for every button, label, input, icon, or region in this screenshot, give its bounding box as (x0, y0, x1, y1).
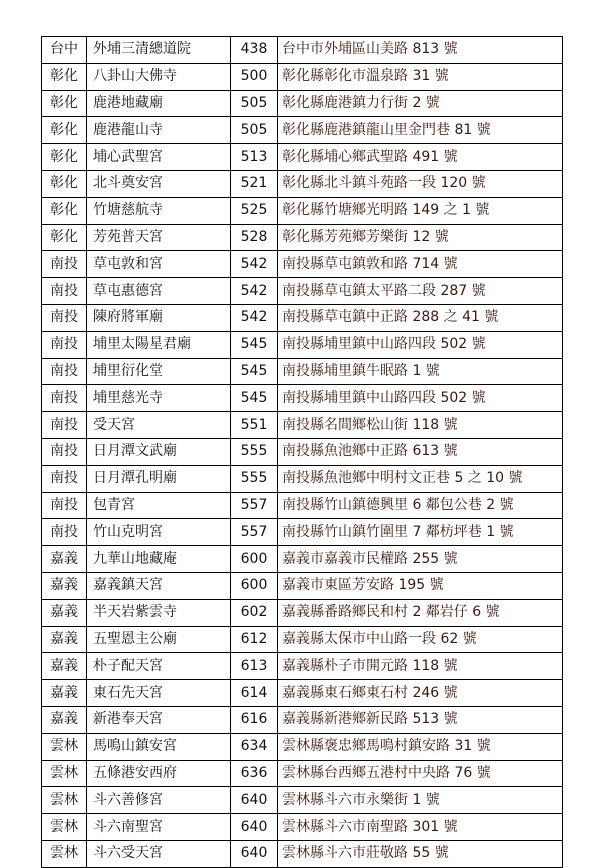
table-row (42, 144, 563, 171)
address-cell: 南投縣埔里鎮中山路四段 502 號 (278, 385, 563, 412)
address-cell: 南投縣埔里鎮牛眠路 1 號 (278, 358, 563, 385)
address-cell: 雲林縣斗六市永樂街 1 號 (278, 787, 563, 814)
address-cell: 嘉義縣東石鄉東石村 246 號 (278, 680, 563, 707)
region-cell: 彰化 (42, 170, 87, 197)
region-cell: 南投 (42, 278, 87, 305)
postal-code-cell: 636 (231, 760, 278, 787)
temple-name-cell: 新港奉天宮 (87, 706, 231, 733)
region-cell: 南投 (42, 492, 87, 519)
table-row (42, 546, 563, 573)
region-cell: 南投 (42, 385, 87, 412)
address-cell: 彰化縣彰化市溫泉路 31 號 (278, 63, 563, 90)
table-row (42, 760, 563, 787)
table-body (42, 37, 563, 868)
table-row (42, 787, 563, 814)
temple-name-cell: 半天岩紫雲寺 (87, 599, 231, 626)
address-cell: 嘉義縣番路鄉民和村 2 鄰岩仔 6 號 (278, 599, 563, 626)
table-row (42, 492, 563, 519)
temple-address-table (41, 36, 563, 868)
temple-name-cell: 草屯敦和宮 (87, 251, 231, 278)
region-cell: 南投 (42, 331, 87, 358)
table-row (42, 519, 563, 546)
address-cell: 雲林縣斗六市南聖路 301 號 (278, 814, 563, 841)
table-row (42, 37, 563, 64)
table-row (42, 626, 563, 653)
postal-code-cell: 528 (231, 224, 278, 251)
postal-code-cell: 505 (231, 90, 278, 117)
region-cell: 南投 (42, 412, 87, 439)
address-cell: 南投縣埔里鎮中山路四段 502 號 (278, 331, 563, 358)
postal-code-cell: 521 (231, 170, 278, 197)
region-cell: 彰化 (42, 117, 87, 144)
postal-code-cell: 557 (231, 492, 278, 519)
temple-name-cell: 受天宮 (87, 412, 231, 439)
address-cell: 南投縣竹山鎮竹圍里 7 鄰枋坪巷 1 號 (278, 519, 563, 546)
address-cell: 嘉義市嘉義市民權路 255 號 (278, 546, 563, 573)
postal-code-cell: 634 (231, 733, 278, 760)
table-row (42, 278, 563, 305)
table-row (42, 465, 563, 492)
postal-code-cell: 545 (231, 331, 278, 358)
region-cell: 南投 (42, 519, 87, 546)
postal-code-cell: 640 (231, 840, 278, 867)
region-cell: 南投 (42, 465, 87, 492)
table-row (42, 331, 563, 358)
temple-name-cell: 馬鳴山鎮安宮 (87, 733, 231, 760)
table-row (42, 438, 563, 465)
region-cell: 彰化 (42, 144, 87, 171)
region-cell: 彰化 (42, 63, 87, 90)
region-cell: 雲林 (42, 733, 87, 760)
region-cell: 雲林 (42, 814, 87, 841)
address-cell: 彰化縣竹塘鄉光明路 149 之 1 號 (278, 197, 563, 224)
temple-name-cell: 斗六南聖宮 (87, 814, 231, 841)
table-row (42, 170, 563, 197)
postal-code-cell: 600 (231, 546, 278, 573)
region-cell: 彰化 (42, 90, 87, 117)
table-row (42, 117, 563, 144)
address-cell: 彰化縣芳苑鄉芳樂街 12 號 (278, 224, 563, 251)
address-cell: 嘉義縣新港鄉新民路 513 號 (278, 706, 563, 733)
temple-name-cell: 嘉義鎮天宮 (87, 572, 231, 599)
postal-code-cell: 545 (231, 358, 278, 385)
postal-code-cell: 616 (231, 706, 278, 733)
postal-code-cell: 614 (231, 680, 278, 707)
temple-name-cell: 外埔三清總道院 (87, 37, 231, 64)
postal-code-cell: 600 (231, 572, 278, 599)
address-cell: 彰化縣鹿港鎮龍山里金門巷 81 號 (278, 117, 563, 144)
postal-code-cell: 640 (231, 814, 278, 841)
table-row (42, 224, 563, 251)
region-cell: 南投 (42, 251, 87, 278)
address-cell: 彰化縣北斗鎮斗苑路一段 120 號 (278, 170, 563, 197)
postal-code-cell: 542 (231, 278, 278, 305)
address-cell: 嘉義縣朴子市開元路 118 號 (278, 653, 563, 680)
temple-name-cell: 九華山地藏庵 (87, 546, 231, 573)
temple-name-cell: 埔里慈光寺 (87, 385, 231, 412)
temple-name-cell: 朴子配天宮 (87, 653, 231, 680)
temple-name-cell: 埔里衍化堂 (87, 358, 231, 385)
address-cell: 台中市外埔區山美路 813 號 (278, 37, 563, 64)
table-row (42, 304, 563, 331)
address-cell: 嘉義市東區芳安路 195 號 (278, 572, 563, 599)
table-row (42, 251, 563, 278)
temple-name-cell: 日月潭文武廟 (87, 438, 231, 465)
temple-name-cell: 鹿港地藏廟 (87, 90, 231, 117)
address-cell: 雲林縣褒忠鄉馬鳴村鎮安路 31 號 (278, 733, 563, 760)
table-row (42, 90, 563, 117)
region-cell: 嘉義 (42, 626, 87, 653)
table-row (42, 63, 563, 90)
region-cell: 嘉義 (42, 572, 87, 599)
postal-code-cell: 513 (231, 144, 278, 171)
postal-code-cell: 551 (231, 412, 278, 439)
region-cell: 嘉義 (42, 680, 87, 707)
postal-code-cell: 612 (231, 626, 278, 653)
postal-code-cell: 505 (231, 117, 278, 144)
temple-name-cell: 斗六受天宮 (87, 840, 231, 867)
address-cell: 南投縣魚池鄉中明村文正巷 5 之 10 號 (278, 465, 563, 492)
address-cell: 南投縣草屯鎮太平路二段 287 號 (278, 278, 563, 305)
temple-name-cell: 五聖恩主公廟 (87, 626, 231, 653)
region-cell: 台中 (42, 37, 87, 64)
temple-name-cell: 斗六善修宮 (87, 787, 231, 814)
table-row (42, 840, 563, 867)
address-cell: 彰化縣埔心鄉武聖路 491 號 (278, 144, 563, 171)
table-row (42, 197, 563, 224)
temple-name-cell: 五條港安西府 (87, 760, 231, 787)
postal-code-cell: 555 (231, 438, 278, 465)
region-cell: 南投 (42, 358, 87, 385)
region-cell: 彰化 (42, 224, 87, 251)
region-cell: 雲林 (42, 787, 87, 814)
table-row (42, 653, 563, 680)
temple-name-cell: 鹿港龍山寺 (87, 117, 231, 144)
postal-code-cell: 438 (231, 37, 278, 64)
temple-name-cell: 埔心武聖宮 (87, 144, 231, 171)
address-cell: 南投縣竹山鎮德興里 6 鄰包公巷 2 號 (278, 492, 563, 519)
region-cell: 嘉義 (42, 653, 87, 680)
address-cell: 雲林縣斗六市莊敬路 55 號 (278, 840, 563, 867)
postal-code-cell: 557 (231, 519, 278, 546)
temple-name-cell: 陳府將軍廟 (87, 304, 231, 331)
region-cell: 嘉義 (42, 706, 87, 733)
table-row (42, 572, 563, 599)
table-row (42, 412, 563, 439)
region-cell: 雲林 (42, 840, 87, 867)
region-cell: 雲林 (42, 760, 87, 787)
temple-name-cell: 竹山克明宮 (87, 519, 231, 546)
temple-name-cell: 芳苑普天宮 (87, 224, 231, 251)
address-cell: 嘉義縣太保市中山路一段 62 號 (278, 626, 563, 653)
region-cell: 南投 (42, 438, 87, 465)
postal-code-cell: 500 (231, 63, 278, 90)
region-cell: 嘉義 (42, 599, 87, 626)
region-cell: 彰化 (42, 197, 87, 224)
table-row (42, 680, 563, 707)
temple-name-cell: 八卦山大佛寺 (87, 63, 231, 90)
address-cell: 南投縣草屯鎮中正路 288 之 41 號 (278, 304, 563, 331)
postal-code-cell: 602 (231, 599, 278, 626)
temple-name-cell: 日月潭孔明廟 (87, 465, 231, 492)
postal-code-cell: 542 (231, 304, 278, 331)
temple-name-cell: 東石先天宮 (87, 680, 231, 707)
address-cell: 彰化縣鹿港鎮力行街 2 號 (278, 90, 563, 117)
table-row (42, 814, 563, 841)
table-row (42, 706, 563, 733)
temple-name-cell: 包青宮 (87, 492, 231, 519)
table-row (42, 358, 563, 385)
region-cell: 南投 (42, 304, 87, 331)
address-cell: 雲林縣台西鄉五港村中央路 76 號 (278, 760, 563, 787)
postal-code-cell: 545 (231, 385, 278, 412)
address-cell: 南投縣名間鄉松山街 118 號 (278, 412, 563, 439)
table-row (42, 599, 563, 626)
table-row (42, 385, 563, 412)
address-cell: 南投縣草屯鎮敦和路 714 號 (278, 251, 563, 278)
postal-code-cell: 542 (231, 251, 278, 278)
temple-name-cell: 竹塘慈航寺 (87, 197, 231, 224)
postal-code-cell: 640 (231, 787, 278, 814)
region-cell: 嘉義 (42, 546, 87, 573)
temple-name-cell: 北斗奠安宮 (87, 170, 231, 197)
postal-code-cell: 525 (231, 197, 278, 224)
postal-code-cell: 613 (231, 653, 278, 680)
temple-name-cell: 草屯惠德宮 (87, 278, 231, 305)
postal-code-cell: 555 (231, 465, 278, 492)
table-row (42, 733, 563, 760)
address-cell: 南投縣魚池鄉中正路 613 號 (278, 438, 563, 465)
temple-name-cell: 埔里太陽星君廟 (87, 331, 231, 358)
